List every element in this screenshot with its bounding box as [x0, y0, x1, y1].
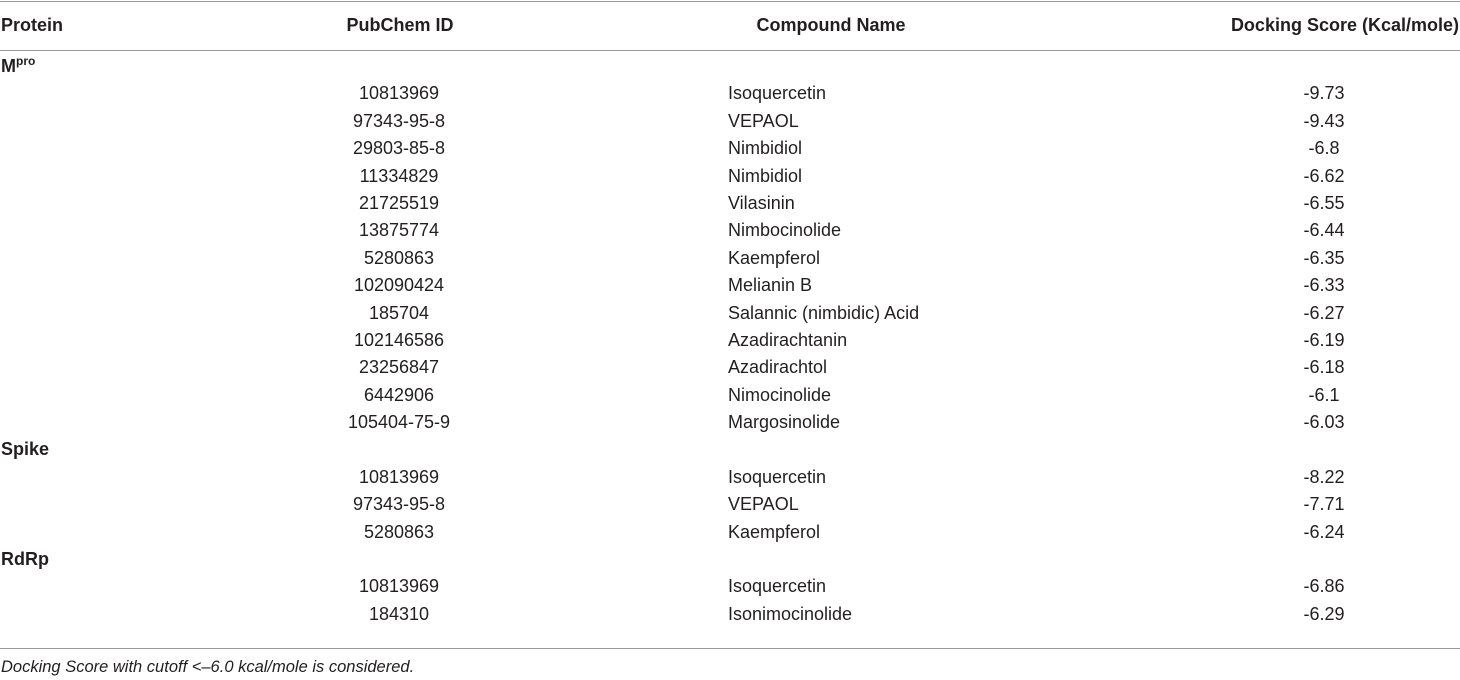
table-row [0, 408, 1460, 435]
group-row [0, 545, 1460, 572]
table-row [0, 79, 1460, 106]
table-row [0, 600, 1460, 627]
docking-score-cell: -6.1 [1308, 384, 1340, 405]
compound-name-cell: Melianin B [728, 275, 813, 296]
docking-score-cell: -9.43 [1303, 110, 1345, 131]
table-body [0, 52, 1460, 627]
compound-name-cell: Nimocinolide [728, 384, 832, 405]
group-label [1, 56, 35, 77]
group-label [1, 439, 49, 460]
compound-name-cell: Nimbocinolide [728, 220, 842, 241]
docking-score-cell: -6.62 [1303, 165, 1345, 186]
docking-score-cell: -6.19 [1303, 329, 1345, 350]
table-row [0, 518, 1460, 545]
group-label-text: Spike [1, 439, 50, 460]
docking-score-cell: -6.55 [1303, 192, 1345, 213]
compound-name-cell: Salannic (nimbidic) Acid [728, 302, 920, 323]
compound-name-cell: Vilasinin [728, 192, 795, 213]
pubchem-id-cell: 5280863 [363, 521, 435, 542]
pubchem-id-cell: 97343-95-8 [352, 110, 446, 131]
compound-name-cell: Isonimocinolide [728, 603, 853, 624]
table-row [0, 271, 1460, 298]
compound-name-cell: Nimbidiol [728, 138, 803, 159]
pubchem-id-cell: 11334829 [359, 165, 439, 186]
docking-score-cell: -6.86 [1303, 576, 1345, 597]
docking-score-cell: -6.24 [1303, 521, 1345, 542]
table-row [0, 189, 1460, 216]
compound-name-cell: Kaempferol [728, 521, 821, 542]
table-bottom-rule [0, 648, 1460, 649]
table-footnote: Docking Score with cutoff <–6.0 kcal/mole is considered. [1, 658, 415, 676]
group-label [1, 549, 49, 570]
pubchem-id-cell: 102090424 [353, 275, 445, 296]
header-compound-name: Compound Name [756, 15, 906, 35]
group-label-text: RdRp [1, 549, 49, 570]
pubchem-id-cell: 23256847 [358, 357, 440, 378]
pubchem-id-cell: 5280863 [363, 247, 435, 268]
docking-score-cell: -6.8 [1308, 138, 1340, 159]
pubchem-id-cell: 185704 [368, 302, 430, 323]
header-protein: Protein [1, 15, 64, 35]
pubchem-id-cell: 10813969 [358, 466, 440, 487]
compound-name-cell: Kaempferol [728, 247, 821, 268]
docking-score-cell: -6.03 [1303, 412, 1345, 433]
docking-score-cell: -6.35 [1303, 247, 1345, 268]
compound-name-cell: Isoquercetin [728, 83, 827, 104]
compound-name-cell: Isoquercetin [728, 576, 827, 597]
group-row [0, 435, 1460, 462]
docking-score-cell: -7.71 [1303, 494, 1345, 515]
compound-name-cell: VEPAOL [728, 494, 799, 515]
group-row [0, 52, 1460, 79]
table-row [0, 216, 1460, 243]
pubchem-id-cell: 105404-75-9 [347, 412, 451, 433]
pubchem-id-cell: 29803-85-8 [352, 138, 446, 159]
table-row [0, 244, 1460, 271]
pubchem-id-cell: 13875774 [358, 220, 440, 241]
pubchem-id-cell: 6442906 [363, 384, 435, 405]
docking-score-cell: -8.22 [1303, 466, 1345, 487]
pubchem-id-cell: 184310 [368, 603, 430, 624]
table-row [0, 353, 1460, 380]
table-row [0, 381, 1460, 408]
table-header-row [0, 0, 1460, 50]
pubchem-id-cell: 97343-95-8 [352, 494, 446, 515]
docking-score-cell: -6.33 [1303, 275, 1345, 296]
table-row [0, 107, 1460, 134]
compound-name-cell: Nimbidiol [728, 165, 803, 186]
table-row [0, 162, 1460, 189]
table-row [0, 463, 1460, 490]
pubchem-id-cell: 102146586 [353, 329, 445, 350]
compound-name-cell: Margosinolide [728, 412, 841, 433]
docking-score-cell: -6.29 [1303, 603, 1345, 624]
table-row [0, 134, 1460, 161]
docking-score-cell: -6.18 [1303, 357, 1345, 378]
compound-name-cell: Azadirachtanin [728, 329, 848, 350]
header-pubchem-id: PubChem ID [346, 15, 454, 35]
table-header-rule [0, 50, 1460, 51]
table-row [0, 572, 1460, 599]
compound-name-cell: VEPAOL [728, 110, 799, 131]
header-docking-score: Docking Score (Kcal/mole) [1230, 15, 1459, 35]
pubchem-id-cell: 21725519 [358, 192, 440, 213]
docking-score-cell: -6.27 [1303, 302, 1345, 323]
table-row [0, 299, 1460, 326]
pubchem-id-cell: 10813969 [358, 83, 440, 104]
docking-score-cell: -6.44 [1303, 220, 1345, 241]
group-label-text: M [1, 56, 16, 76]
table-row [0, 326, 1460, 353]
table-row [0, 490, 1460, 517]
compound-name-cell: Isoquercetin [728, 466, 827, 487]
docking-score-cell: -9.73 [1303, 83, 1345, 104]
group-label-superscript: pro [16, 54, 36, 68]
pubchem-id-cell: 10813969 [358, 576, 440, 597]
compound-name-cell: Azadirachtol [728, 357, 828, 378]
